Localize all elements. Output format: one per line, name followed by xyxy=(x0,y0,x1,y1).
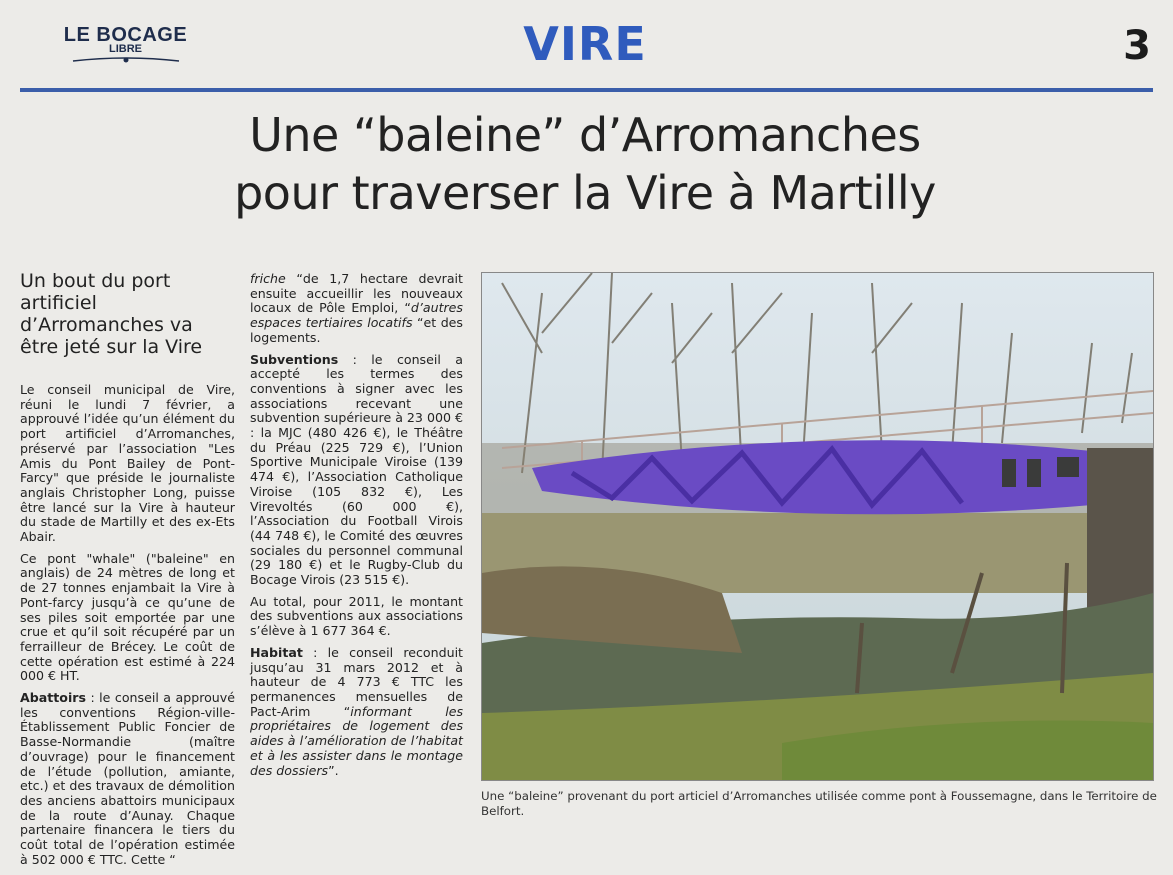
newspaper-logo xyxy=(58,24,193,64)
bridge-photo xyxy=(481,272,1154,781)
abattoirs-label: Abattoirs xyxy=(20,690,86,706)
paragraph-intro: Le conseil municipal de Vire, réuni le lundi 7 février, a approuvé l’idée qu’un élément du port artificiel d’Arromanches, préservé par l’association "Les Amis du Pont Bailey de Pont-Farcy" que préside le journaliste anglais Christopher Long, puisse être lancé sur la Vire à hauteur du stade de Martilly et des ex-Ets Abair. xyxy=(20,382,235,545)
paragraph-subventions: Subventions : le conseil a accepté les termes des conventions à signer avec les associations recevant une subvention supérieure à 23 000 € : la MJC (480 426 €), le Théâtre du Préau (225 729 €), l’Union Sportive Municipale Viroise (139 474 €), l’Association Catholique Viroise (105 832 €), Les Virevoltés (60 000 €), l’Association du Football Virois (44 748 €), le Comité des œuvres sociales du personnel communal (29 180 €) et le Rugby-Club du Bocage Virois (23 515 €). xyxy=(250,351,463,588)
subventions-label: Subventions xyxy=(250,351,339,367)
paragraph-abattoirs-cont: friche “de 1,7 hectare devrait ensuite accueillir les nouveaux locaux de Pôle Emploi, “d’autres espaces tertiaires locatifs “et des logements. xyxy=(250,271,463,345)
article-subhead: Un bout du port artificiel d’Arromanches va être jeté sur la Vire xyxy=(20,270,203,358)
page-number: 3 xyxy=(1123,23,1151,69)
article-headline xyxy=(60,106,1110,222)
header-rule xyxy=(20,88,1153,92)
paragraph-abattoirs: Abattoirs : le conseil a approuvé les conventions Région-ville-Établissement Public Foncier de Basse-Normandie (maître d’ouvrage) pour le financement de l’étude (pollution, amiante, etc.) et des travaux de démolition des anciens abattoirs municipaux de la route d’Aunay. Chaque partenaire financera le tiers du coût total de l’opération estimée à 502 000 € TTC. Cette “ xyxy=(20,690,235,867)
photo-caption: Une “baleine” provenant du port articiel d’Arromanches utilisée comme pont à Foussemagne, dans le Territoire de Belfort. xyxy=(481,789,1157,818)
section-title: VIRE xyxy=(523,17,647,71)
paragraph-total: Au total, pour 2011, le montant des subventions aux associations s’élève à 1 677 364 €. xyxy=(250,593,463,639)
article-column-1 xyxy=(20,383,235,875)
headline-line2: pour traverser la Vire à Martilly xyxy=(234,166,936,220)
headline-line1: Une “baleine” d’Arromanches xyxy=(249,108,921,162)
paragraph-habitat: Habitat : le conseil reconduit jusqu’au 31 mars 2012 et à hauteur de 4 773 € TTC les permanences mensuelles de Pact-Arim “informant les propriétaires de logement des aides à l’amélioration de l’habitat et à les assister dans le montage des dossiers”. xyxy=(250,644,464,778)
logo-swoosh-icon xyxy=(71,56,181,64)
article-column-2 xyxy=(250,272,463,785)
logo-line1: LE BOCAGE xyxy=(63,24,188,46)
habitat-label: Habitat xyxy=(250,644,303,660)
logo-line2: LIBRE xyxy=(109,43,142,55)
paragraph-whale-bridge: Ce pont "whale" ("baleine" en anglais) de 24 mètres de long et de 27 tonnes enjambait la Vire à Pont-farcy jusqu’à ce qu’une de ses piles soit emportée par une crue et qu’il soit récupéré par un ferrailleur de Brécey. Le coût de cette opération est estimé à 224 000 € HT. xyxy=(20,550,235,684)
